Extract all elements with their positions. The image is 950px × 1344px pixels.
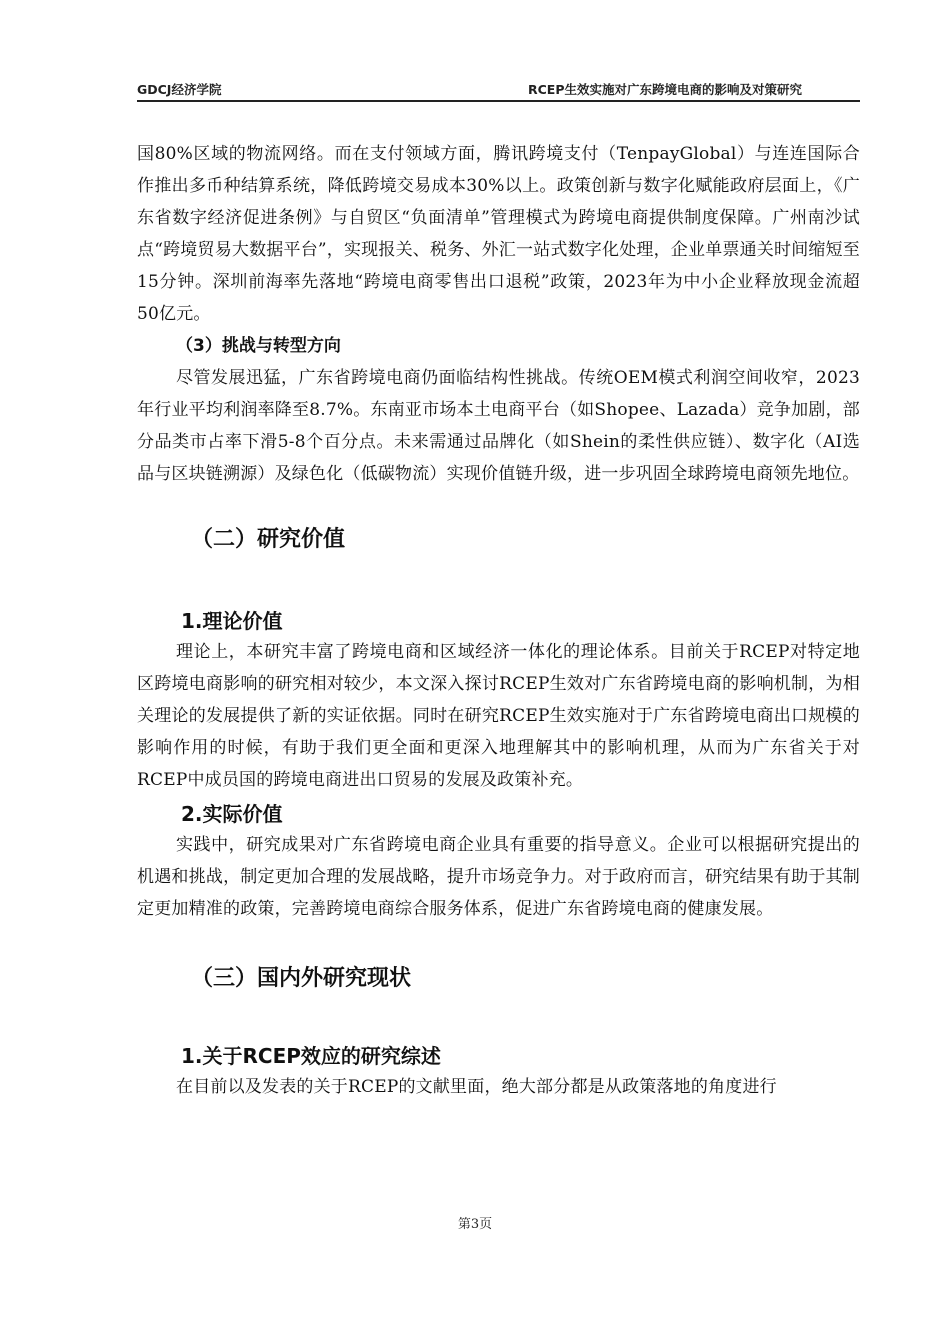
paragraph-rcep-review: 在目前以及发表的关于RCEP的文献里面，绝大部分都是从政策落地的角度进行 [176, 1077, 777, 1097]
heading-research-value: （二）研究价值 [191, 527, 346, 552]
heading-practical-value: 2.实际价值 [181, 802, 283, 826]
heading-research-status: （三）国内外研究现状 [191, 966, 412, 991]
page-header [137, 78, 860, 102]
paragraph-theoretical-value: 理论上，本研究丰富了跨境电商和区域经济一体化的理论体系。目前关于RCEP对特定地区跨境电商影响的研究相对较少，本文深入探讨RCEP生效对广东省跨境电商的影响机制，为相关理论的发展提供了新的实证依据。同时在研究RCEP生效实施对于广东省跨境电商出口规模的影响作用的时候，有助于我们更全面和更深入地理解其中的影响机理，从而为广东省关于对RCEP中成员国的跨境电商进出口贸易的发展及政策补充。 [137, 642, 860, 790]
heading-rcep-review: 1.关于RCEP效应的研究综述 [181, 1044, 441, 1068]
header-document-title: RCEP生效实施对广东跨境电商的影响及对策研究 [528, 82, 802, 97]
heading-theoretical-value: 1.理论价值 [181, 609, 283, 633]
paragraph-practical-value: 实践中，研究成果对广东省跨境电商企业具有重要的指导意义。企业可以根据研究提出的机遇和挑战，制定更加合理的发展战略，提升市场竞争力。对于政府而言，研究结果有助于其制定更加精准的政策，完善跨境电商综合服务体系，促进广东省跨境电商的健康发展。 [137, 835, 860, 919]
paragraph-logistics-payment: 国80%区域的物流网络。而在支付领域方面，腾讯跨境支付（TenpayGlobal）与连连国际合作推出多币种结算系统，降低跨境交易成本30%以上。政策创新与数字化赋能政府层面上，《广东省数字经济促进条例》与自贸区“负面清单”管理模式为跨境电商提供制度保障。广州南沙试点“跨境贸易大数据平台”，实现报关、税务、外汇一站式数字化处理，企业单票通关时间缩短至15分钟。深圳前海率先落地“跨境电商零售出口退税”政策，2023年为中小企业释放现金流超50亿元。 [137, 144, 860, 324]
paragraph-challenges: 尽管发展迅猛，广东省跨境电商仍面临结构性挑战。传统OEM模式利润空间收窄，2023年行业平均利润率降至8.7%。东南亚市场本土电商平台（如Shopee、Lazada）竞争加剧，部分品类市占率下滑5-8个百分点。未来需通过品牌化（如Shein的柔性供应链）、数字化（AI选品与区块链溯源）及绿色化（低碳物流）实现价值链升级，进一步巩固全球跨境电商领先地位。 [137, 368, 860, 484]
heading-challenges: （3）挑战与转型方向 [176, 336, 341, 356]
header-institution: GDCJ经济学院 [137, 82, 222, 97]
document-body [137, 138, 860, 1103]
page-number: 第3页 [457, 1217, 493, 1232]
